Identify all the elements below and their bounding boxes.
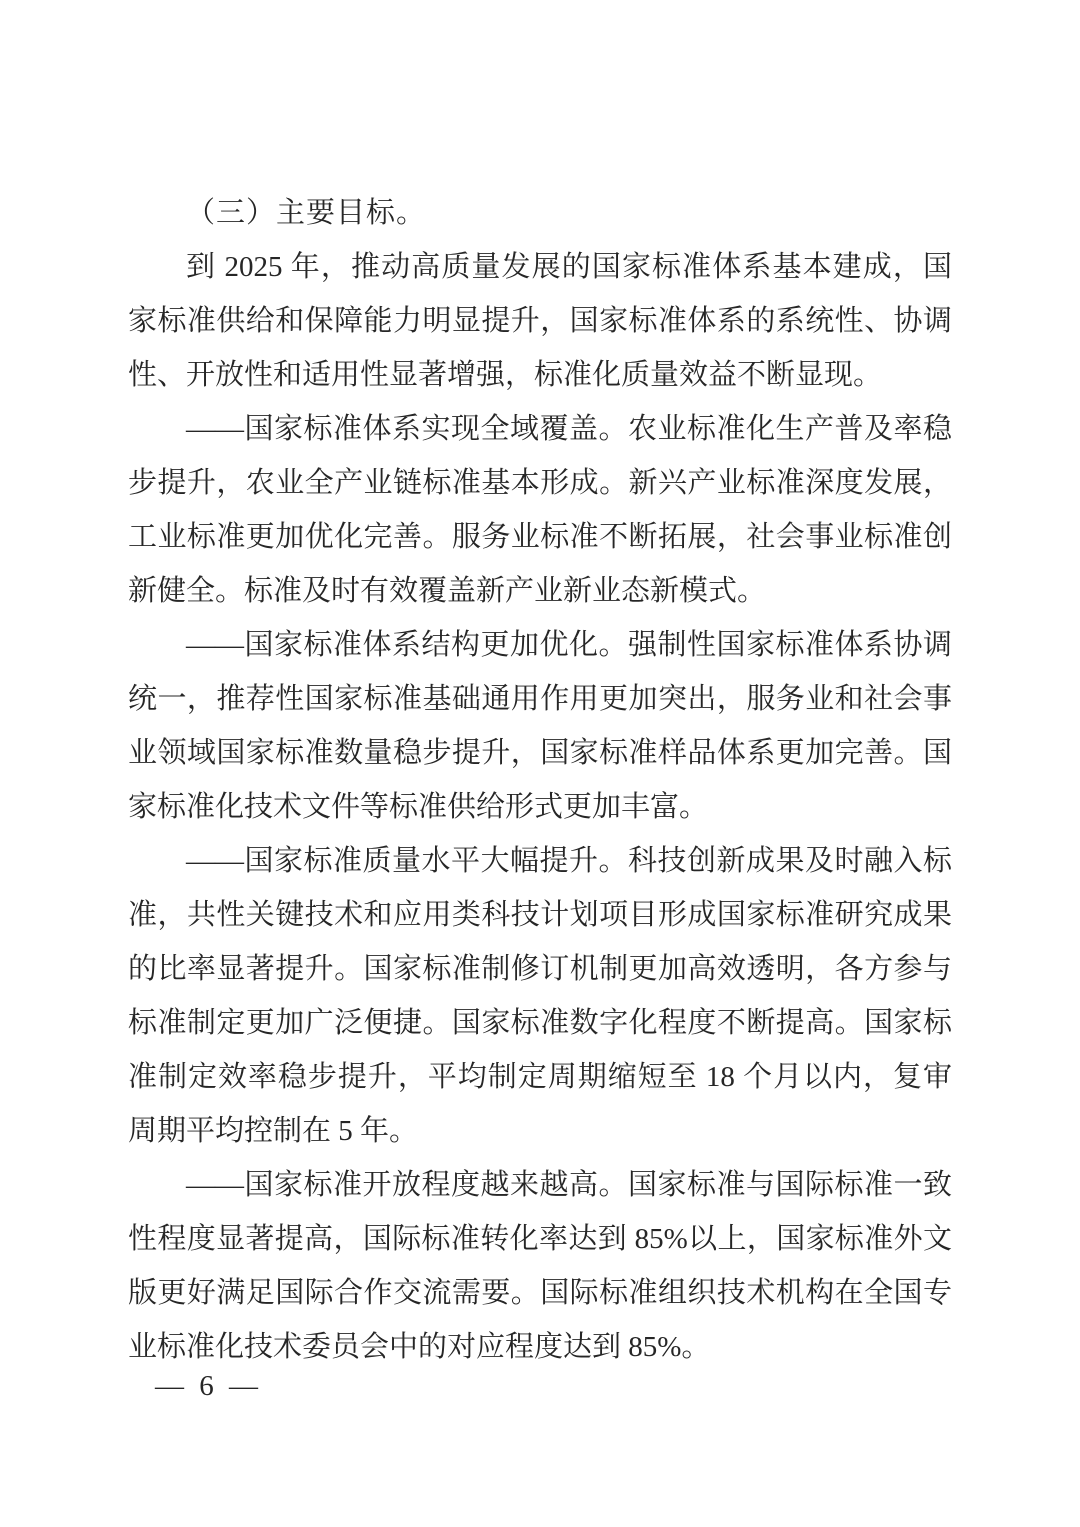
document-body	[128, 186, 952, 1374]
page-number: — 6 —	[155, 1370, 262, 1402]
paragraph-structure-optimized: ——国家标准体系结构更加优化。强制性国家标准体系协调统一，推荐性国家标准基础通用作用更加突出，服务业和社会事业领域国家标准数量稳步提升，国家标准样品体系更加完善。国家标准化技术文件等标准供给形式更加丰富。	[128, 629, 952, 823]
paragraph-quality-improvement: ——国家标准质量水平大幅提升。科技创新成果及时融入标准，共性关键技术和应用类科技计划项目形成国家标准研究成果的比率显著提升。国家标准制修订机制更加高效透明，各方参与标准制定更加广泛便捷。国家标准数字化程度不断提高。国家标准制定效率稳步提升，平均制定周期缩短至 18 个月以内，复审周期平均控制在 5 年。	[128, 845, 952, 1147]
paragraph-full-coverage: ——国家标准体系实现全域覆盖。农业标准化生产普及率稳步提升，农业全产业链标准基本形成。新兴产业标准深度发展，工业标准更加优化完善。服务业标准不断拓展，社会事业标准创新健全。标准及时有效覆盖新产业新业态新模式。	[128, 413, 952, 607]
paragraph-overall-goal: 到 2025 年，推动高质量发展的国家标准体系基本建成，国家标准供给和保障能力明显提升，国家标准体系的系统性、协调性、开放性和适用性显著增强，标准化质量效益不断显现。	[128, 251, 952, 391]
paragraph-openness: ——国家标准开放程度越来越高。国家标准与国际标准一致性程度显著提高，国际标准转化率达到 85%以上，国家标准外文版更好满足国际合作交流需要。国际标准组织技术机构在全国专业标准化技术委员会中的对应程度达到 85%。	[128, 1169, 952, 1363]
section-heading: （三）主要目标。	[186, 197, 427, 229]
